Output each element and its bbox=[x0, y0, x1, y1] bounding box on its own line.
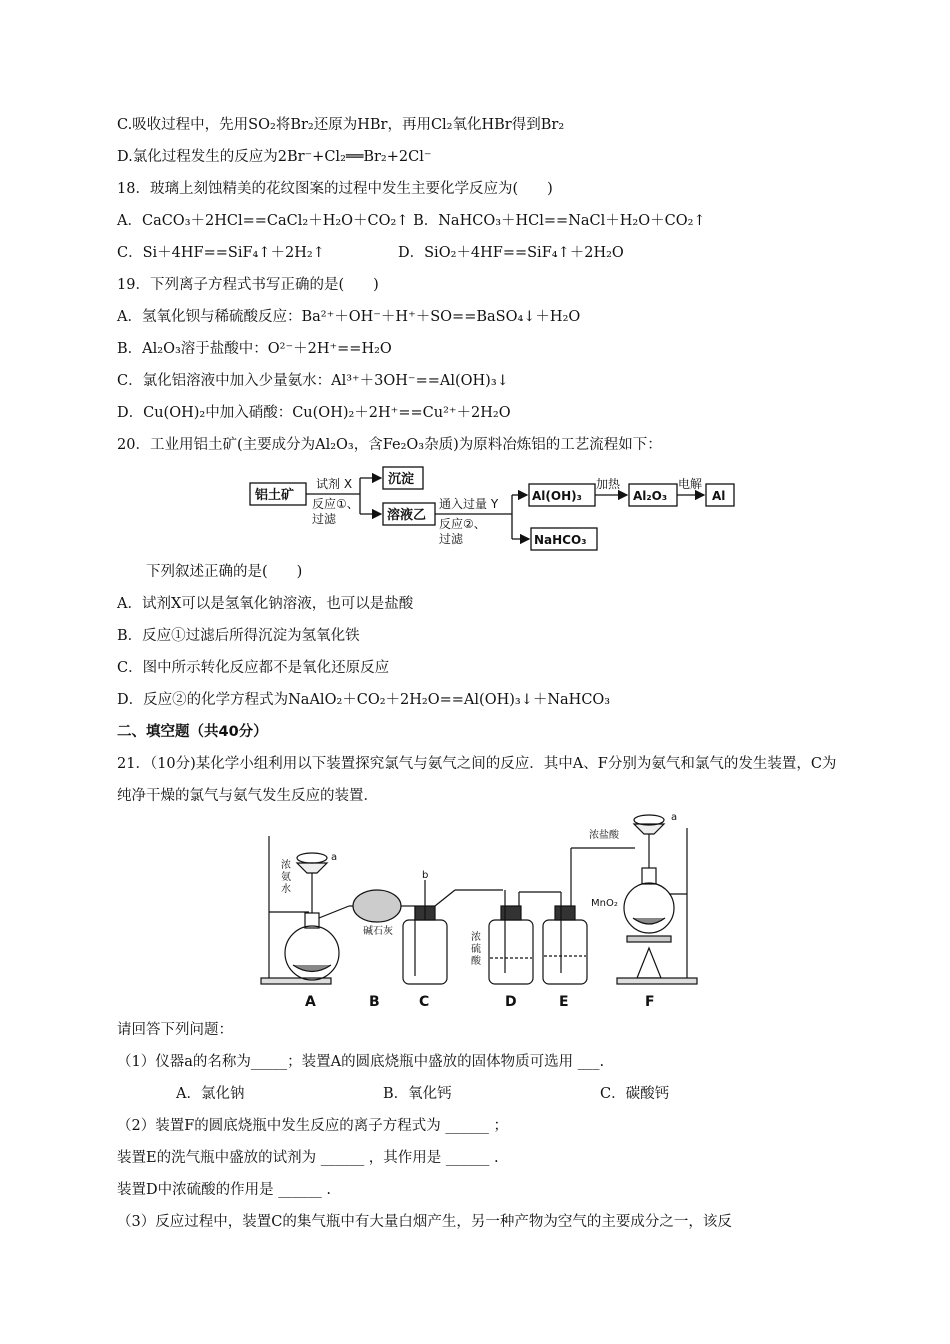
option-19c: C．氯化铝溶液中加入少量氨水：Al³⁺＋3OH⁻==Al(OH)₃↓ bbox=[117, 373, 509, 389]
label-conc-ammonia-1: 浓 bbox=[281, 860, 291, 871]
option-19b: B．Al₂O₃溶于盐酸中：O²⁻＋2H⁺==H₂O bbox=[117, 341, 392, 357]
option-19a: A．氢氧化钡与稀硫酸反应：Ba²⁺＋OH⁻＋H⁺＋SO==BaSO₄↓＋H₂O bbox=[117, 309, 581, 325]
label-conc-ammonia-3: 水 bbox=[281, 884, 291, 895]
question-18: 18．玻璃上刻蚀精美的花纹图案的过程中发生主要化学反应为( ) bbox=[117, 181, 553, 197]
label-conc-h2so4-1: 浓 bbox=[471, 932, 481, 943]
apparatus-label-b: B bbox=[369, 994, 380, 1010]
label-soda-lime: 碱石灰 bbox=[363, 926, 393, 937]
option-18d: D．SiO₂＋4HF==SiF₄↑＋2H₂O bbox=[398, 245, 624, 261]
option-20c: C．图中所示转化反应都不是氧化还原反应 bbox=[117, 660, 390, 676]
option-18c: C．Si＋4HF==SiF₄↑＋2H₂↑ bbox=[117, 245, 325, 261]
flow-label-heat: 加热 bbox=[596, 477, 621, 491]
flow-box-nahco3: NaHCO₃ bbox=[534, 533, 587, 547]
flow-box-aloh3: Al(OH)₃ bbox=[532, 489, 582, 503]
section-heading: 二、填空题（共40分） bbox=[117, 724, 268, 740]
option-17d: D.氯化过程发生的反应为2Br⁻+Cl₂══Br₂+2Cl⁻ bbox=[117, 149, 432, 165]
question-20: 20．工业用铝土矿(主要成分为Al₂O₃，含Fe₂O₃杂质)为原料冶炼铝的工艺流程如下： bbox=[117, 437, 662, 453]
question-20-stem: 下列叙述正确的是( ) bbox=[146, 564, 303, 580]
apparatus-label-c: C bbox=[419, 994, 430, 1010]
label-conc-hcl: 浓盐酸 bbox=[589, 830, 619, 841]
choice-b: B．氧化钙 bbox=[383, 1086, 452, 1102]
flow-label-reaction2: 反应②、 bbox=[439, 517, 486, 531]
flow-label-pass-y: 通入过量 Y bbox=[439, 497, 499, 511]
flow-box-bauxite: 铝土矿 bbox=[255, 488, 295, 503]
apparatus-label-e: E bbox=[559, 994, 569, 1010]
apparatus-label-d: D bbox=[505, 994, 517, 1010]
question-21-2-d: 装置D中浓硫酸的作用是 ______ . bbox=[117, 1182, 331, 1198]
flow-box-solution: 溶液乙 bbox=[387, 508, 427, 523]
label-funnel-a-right: a bbox=[671, 812, 678, 823]
label-conc-h2so4-2: 硫 bbox=[471, 944, 481, 955]
label-funnel-a-left: a bbox=[331, 852, 338, 863]
question-19: 19．下列离子方程式书写正确的是( ) bbox=[117, 277, 379, 293]
flow-box-al: Al bbox=[712, 489, 726, 503]
flow-box-precipitate: 沉淀 bbox=[388, 472, 415, 487]
question-21-3: （3）反应过程中，装置C的集气瓶中有大量白烟产生，另一种产物为空气的主要成分之一，该反 bbox=[117, 1214, 732, 1230]
flow-label-reaction1: 反应①、 bbox=[312, 497, 359, 511]
flow-box-al2o3: Al₂O₃ bbox=[633, 489, 668, 503]
option-20a: A．试剂X可以是氢氧化钠溶液，也可以是盐酸 bbox=[117, 596, 414, 612]
question-21-2: （2）装置F的圆底烧瓶中发生反应的离子方程式为 ______ ； bbox=[117, 1118, 509, 1134]
option-18ab: A．CaCO₃＋2HCl==CaCl₂＋H₂O＋CO₂↑ B．NaHCO₃＋HCl==NaCl＋H₂O＋CO₂↑ bbox=[117, 213, 706, 229]
flow-label-electrolysis: 电解 bbox=[678, 477, 703, 491]
flow-label-reagent-x: 试剂 X bbox=[316, 477, 353, 491]
label-conc-ammonia-2: 氨 bbox=[281, 872, 291, 883]
choice-c: C．碳酸钙 bbox=[600, 1086, 670, 1102]
option-19d: D．Cu(OH)₂中加入硝酸：Cu(OH)₂＋2H⁺==Cu²⁺＋2H₂O bbox=[117, 405, 511, 421]
answer-prompt: 请回答下列问题： bbox=[117, 1022, 233, 1038]
label-conc-h2so4-3: 酸 bbox=[471, 956, 481, 967]
process-flowchart bbox=[240, 466, 760, 558]
label-mno2: MnO₂ bbox=[591, 898, 618, 909]
apparatus-diagram bbox=[257, 808, 717, 1016]
apparatus-label-a: A bbox=[305, 994, 316, 1010]
question-21: 21．（10分)某化学小组利用以下装置探究氯气与氨气之间的反应．其中A、F分别为氨气和氯气的发生装置，C为纯净干燥的氯气与氨气发生反应的装置． bbox=[117, 756, 837, 804]
apparatus-label-f: F bbox=[645, 994, 655, 1010]
flow-label-filter1: 过滤 bbox=[312, 512, 337, 526]
option-20b: B．反应①过滤后所得沉淀为氢氧化铁 bbox=[117, 628, 360, 644]
option-17c: C.吸收过程中，先用SO₂将Br₂还原为HBr，再用Cl₂氧化HBr得到Br₂ bbox=[117, 117, 565, 133]
choice-a: A．氯化钠 bbox=[176, 1086, 245, 1102]
label-tube-b: b bbox=[422, 870, 429, 881]
option-20d: D．反应②的化学方程式为NaAlO₂＋CO₂＋2H₂O==Al(OH)₃↓＋NaHCO₃ bbox=[117, 692, 611, 708]
question-21-1: （1）仪器a的名称为_____；装置A的圆底烧瓶中盛放的固体物质可选用 ___. bbox=[117, 1054, 605, 1070]
flow-label-filter2: 过滤 bbox=[439, 532, 464, 546]
question-21-2-e: 装置E的洗气瓶中盛放的试剂为 ______ ，其作用是 ______ . bbox=[117, 1150, 499, 1166]
